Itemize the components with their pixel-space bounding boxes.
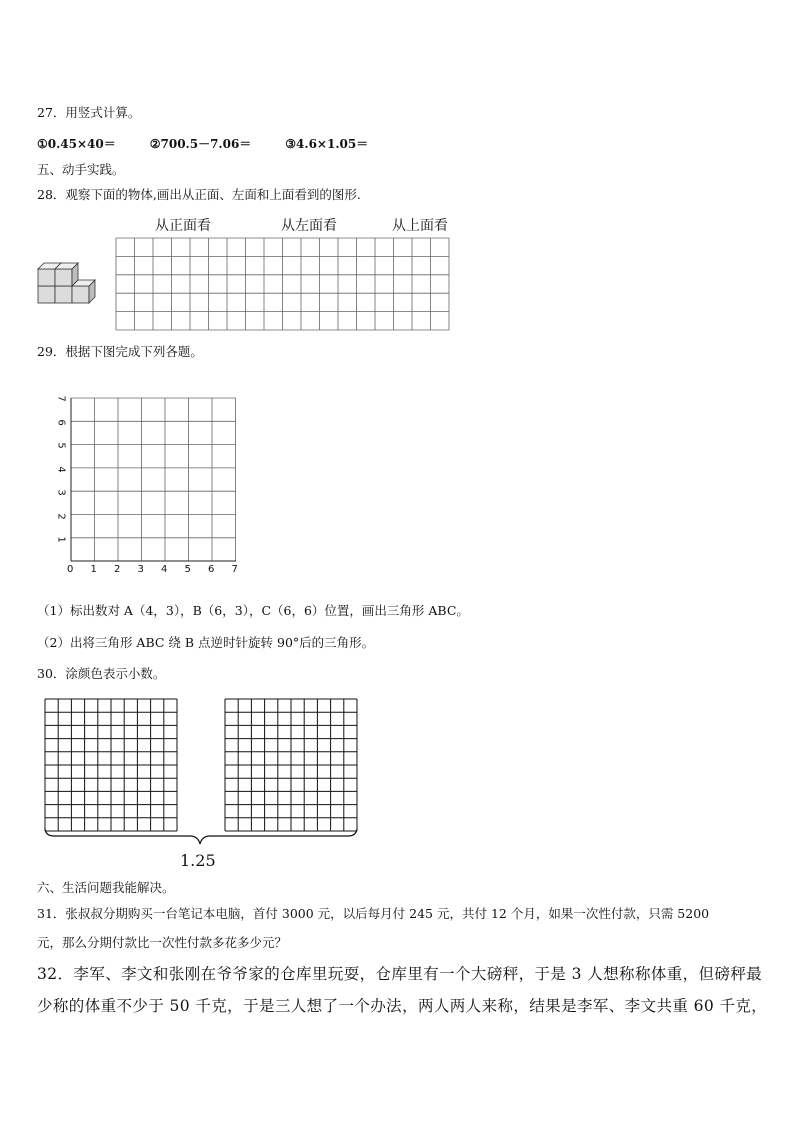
x-tick-label: 2 [114, 564, 121, 575]
y-tick-label: 1 [55, 536, 67, 543]
x-tick-label: 1 [90, 564, 97, 575]
section-heading-6: 六、生活问题我能解决。 [37, 880, 175, 895]
y-tick-label: 3 [55, 489, 67, 496]
x-tick-label: 3 [137, 564, 144, 575]
q32-line2: 少称的体重不少于 50 千克，于是三人想了一个办法，两人两人来称，结果是李军、李文共重 60 千克， [37, 997, 768, 1015]
y-tick-label: 2 [55, 512, 67, 520]
cube-stack-figure [38, 263, 95, 303]
q32-line1: 32．李军、李文和张刚在爷爷家的仓库里玩耍，仓库里有一个大磅秤，于是 3 人想称称体重，但磅秤最 [37, 965, 763, 983]
q29-title: 29．根据下图完成下列各题。 [37, 344, 203, 359]
view-label-left: 从左面看 [281, 218, 337, 234]
coordinate-grid [50, 390, 250, 580]
decimal-grids [40, 696, 365, 848]
hundred-grid-2 [225, 699, 357, 831]
x-tick-label: 5 [184, 564, 191, 575]
view-figure-area [36, 236, 450, 332]
y-tick-label: 6 [55, 418, 67, 426]
x-tick-label: 4 [161, 564, 168, 575]
q27-title: 27．用竖式计算。 [37, 105, 141, 120]
decimal-value-label: 1.25 [180, 851, 216, 870]
view-label-front: 从正面看 [155, 218, 211, 234]
q27-items [37, 136, 398, 152]
hundred-grid-1 [45, 699, 177, 831]
q29-sub1: （1）标出数对 A（4，3），B（6，3），C（6，6）位置，画出三角形 ABC。 [37, 603, 469, 618]
q29-sub2: （2）出将三角形 ABC 绕 B 点逆时针旋转 90°后的三角形。 [37, 635, 375, 650]
y-tick-label: 4 [55, 465, 67, 473]
calc-item-1: ①0.45×40＝ [37, 137, 116, 151]
q30-title: 30．涂颜色表示小数。 [37, 666, 166, 681]
y-tick-label: 5 [55, 442, 67, 449]
calc-item-2: ②700.5－7.06＝ [149, 137, 252, 151]
view-label-top: 从上面看 [392, 218, 448, 234]
q31-line1: 31．张叔叔分期购买一台笔记本电脑，首付 3000 元，以后每月付 245 元，共付 12 个月，如果一次性付款，只需 5200 [37, 906, 710, 921]
q28-title: 28．观察下面的物体,画出从正面、左面和上面看到的图形. [37, 187, 361, 202]
calc-item-3: ③4.6×1.05＝ [285, 137, 369, 151]
view-drawing-grid [116, 238, 449, 330]
x-tick-label: 6 [208, 564, 215, 575]
y-tick-label: 7 [55, 395, 67, 402]
x-tick-label: 0 [67, 564, 74, 575]
section-heading-5: 五、动手实践。 [37, 162, 125, 177]
x-tick-label: 7 [231, 564, 238, 575]
q31-line2: 元，那么分期付款比一次性付款多花多少元？ [37, 935, 288, 950]
